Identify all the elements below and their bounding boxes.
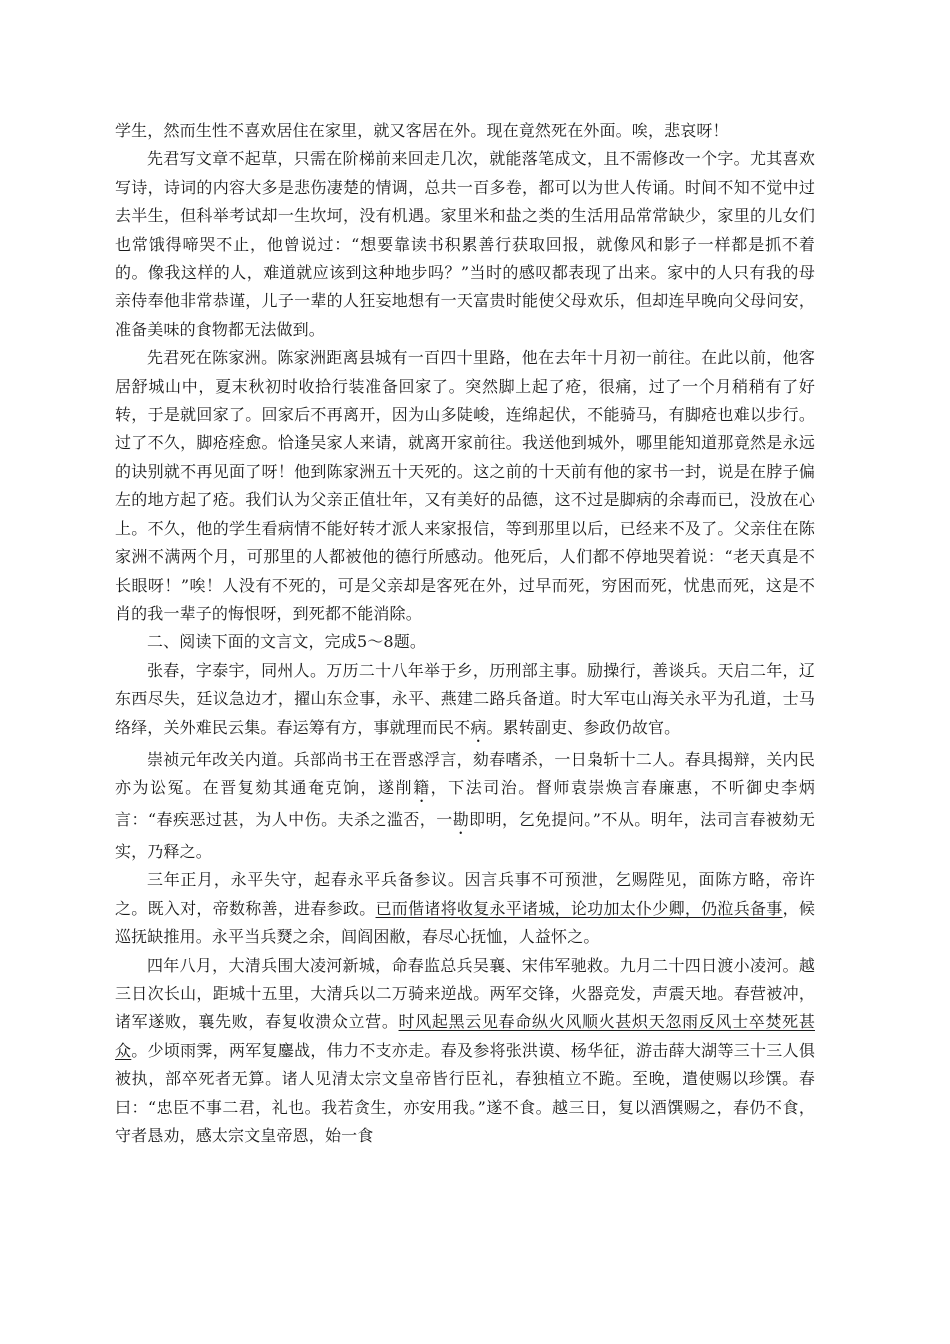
document-page — [115, 117, 815, 1150]
paragraph-text: 四年八月，大清兵围大凌河新城，命春监总兵吴襄、宋伟军驰救。九月二十四日渡小凌河。越三日次长山，距城十五里，大清兵以二万骑来逆战。两军交锋，火器竞发，声震天地。春营被冲，诸军遂败，襄先败，春复收溃众立营。 — [115, 955, 815, 1032]
underlined-sentence: 已而偕诸将收复永平诸城，论功加太仆少卿，仍涖兵备事 — [375, 898, 783, 918]
paragraph-writing — [115, 145, 815, 344]
paragraph-text: 。累转副吏、参政仍故官。 — [486, 717, 681, 737]
paragraph-third-year — [115, 866, 815, 951]
dotted-word: 籍 — [413, 777, 431, 797]
dotted-word: 病 — [470, 717, 487, 737]
paragraph-text: 先君死在陈家洲。陈家洲距离县城有一百四十里路，他在去年十月初一前往。在此以前，他客居舒城山中，夏末秋初时收拾行装准备回家了。突然脚上起了疮，很痛，过了一个月稍稍有了好转，于是就回家了。回家后不再离开，因为山多陡峻，连绵起伏，不能骑马，有脚疮也难以步行。过了不久，脚疮痊愈。恰逢吴家人来请，就离开家前往。我送他到城外，哪里能知道那竟然是永远的诀别就不再见面了呀！他到陈家洲五十天死的。这之前的十天前有他的家书一封，说是在脖子偏左的地方起了疮。我们认为父亲正值壮年，又有美好的品德，这不过是脚病的余毒而已，没放在心上。不久，他的学生看病情不能好转才派人来家报信，等到那里以后，已经来不及了。父亲住在陈家洲不满两个月，可那里的人都被他的德行所感动。他死后，人们都不停地哭着说：“老天真是不长眼呀！”唉！人没有不死的，可是父亲却是客死在外，过早而死，穷困而死，忧患而死，这是不肖的我一辈子的悔恨呀，到死都不能消除。 — [115, 348, 815, 623]
underlined-sentence: 时风起黑云见春命纵火风顺火甚炽天忽雨反风士卒焚死甚众 — [115, 1012, 815, 1060]
paragraph-text: 即明，乞免提问。”不从。明年，法司言春被劾无实，乃释之。 — [115, 809, 815, 861]
section-heading — [115, 628, 815, 656]
paragraph-fourth-year — [115, 952, 815, 1151]
paragraph-text: 先君写文章不起草，只需在阶梯前来回走几次，就能落笔成文，且不需修改一个字。尤其喜欢写诗，诗词的内容大多是悲伤凄楚的情调，总共一百多卷，都可以为世人传诵。时间不知不觉中过去半生，但科举考试却一生坎坷，没有机遇。家里米和盐之类的生活用品常常缺少，家里的儿女们也常饿得啼哭不止，他曾说过：“想要靠读书积累善行获取回报，就像风和影子一样都是抓不着的。像我这样的人，难道就应该到这种地步吗？”当时的感叹都表现了出来。家中的人只有我的母亲侍奉他非常恭谨，儿子一辈的人狂妄地想有一天富贵时能使父母欢乐，但却连早晚向父母问安，准备美味的食物都无法做到。 — [115, 149, 815, 339]
dotted-word: 勘 — [452, 809, 470, 829]
paragraph-chongzhen-first — [115, 746, 815, 867]
paragraph-continuation — [115, 117, 815, 145]
paragraph-text: ，下法司治。督师袁崇焕言春廉惠，不听御史李炳言：“春疾恶过甚，为人中伤。夫杀之滥否，一 — [115, 777, 815, 829]
paragraph-text: 。少顷雨霁，两军复鏖战，伟力不支亦走。春及参将张洪谟、杨华征，游击薛大湖等三十三人俱被执，部卒死者无算。诸人见清太宗文皇帝皆行臣礼，春独植立不跪。至晚，遣使赐以珍馔。春曰：“忠臣不事二君，礼也。我若贪生，亦安用我。”遂不食。越三日，复以酒馔赐之，春仍不食，守者恳劝，感太宗文皇帝恩，始一食 — [115, 1040, 815, 1145]
paragraph-zhang-chun-intro — [115, 657, 815, 746]
paragraph-text: 张春，字泰宇，同州人。万历二十八年举于乡，历刑部主事。励操行，善谈兵。天启二年，辽东西尽失，廷议急边才，擢山东佥事，永平、燕建二路兵备道。时大军屯山海关永平为孔道，士马络绎，关外难民云集。春运筹有方，事就理而民不 — [115, 660, 815, 737]
paragraph-text: 学生，然而生性不喜欢居住在家里，就又客居在外。现在竟然死在外面。唉，悲哀呀！ — [115, 121, 729, 140]
paragraph-death — [115, 344, 815, 628]
section-heading-text: 二、阅读下面的文言文，完成5～8题。 — [147, 632, 427, 652]
paragraph-text: ，候巡抚缺推用。永平当兵燹之余，闾阎困敝，春尽心抚恤，人益怀之。 — [115, 898, 815, 947]
paragraph-text: 崇祯元年改关内道。兵部尚书王在晋惑浮言，劾春嗜杀，一日枭斩十二人。春具揭辩，关内民亦为讼冤。在晋复劾其通奄克饷，遂削 — [115, 749, 815, 797]
paragraph-text: 三年正月，永平失守，起春永平兵备参议。因言兵事不可预泄，乞赐陛见，面陈方略，帝许之。既入对，帝数称善，进春参政。 — [115, 870, 815, 918]
